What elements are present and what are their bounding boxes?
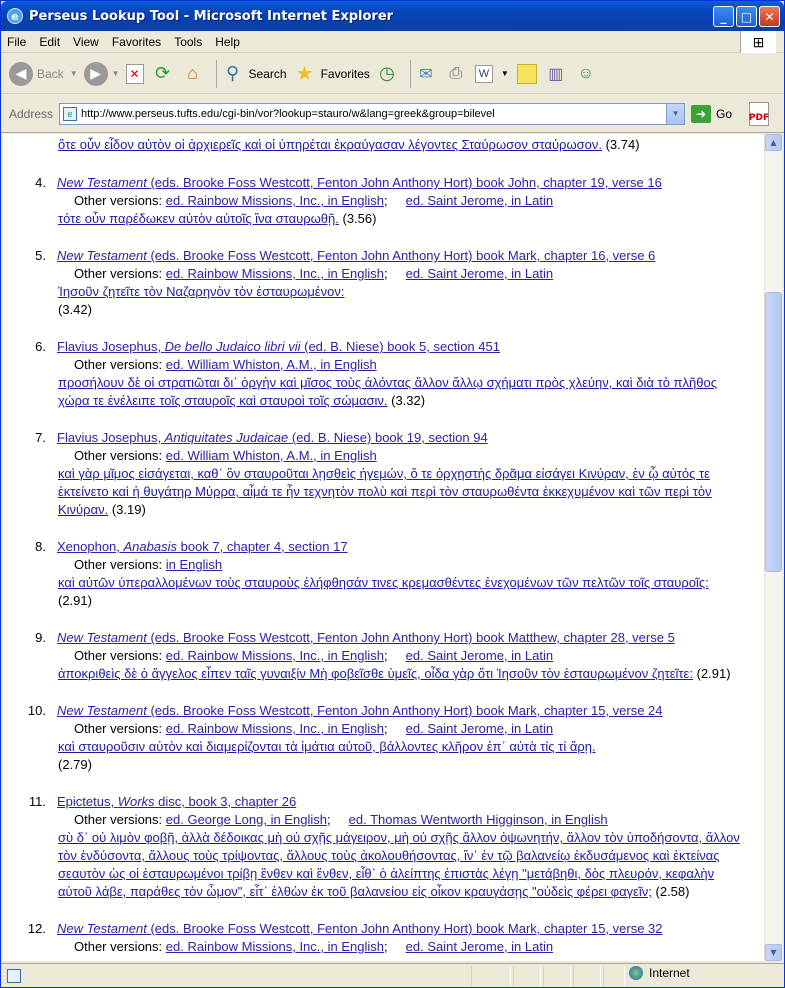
back-label: Back xyxy=(37,66,64,81)
citation-reference[interactable]: book 7, chapter 4, section 17 xyxy=(177,539,348,554)
other-versions xyxy=(74,448,377,463)
relevance-score: (3.19) xyxy=(111,502,146,517)
greek-passage-line xyxy=(58,884,689,899)
menu-bar xyxy=(1,31,784,53)
relevance-score: (2.58) xyxy=(655,884,690,899)
forward-button[interactable] xyxy=(84,62,120,86)
version-link[interactable]: ed. Saint Jerome, in Latin xyxy=(405,266,554,281)
citation-author[interactable]: Xenophon, xyxy=(57,539,124,554)
result-number: 5. xyxy=(35,248,46,263)
other-versions-label: Other versions: xyxy=(74,648,163,663)
result-citation-link[interactable] xyxy=(57,921,663,936)
greek-text[interactable]: καὶ αὐτῶν ὑπεραλλομένων τοὺς σταυροὺς ἐλήφθησάν τινες κρεμασθέντες ἐνεχομένων τῶν πελτῶν τοῖς σταυροῖς: xyxy=(58,575,709,590)
back-dropdown-icon[interactable]: ▼ xyxy=(69,69,78,78)
greek-text[interactable]: χώρα τε ἐνέλειπε τοῖς σταυροῖς καὶ σταυροὶ τοῖς σώμασιν. xyxy=(58,393,388,408)
greek-text[interactable]: σεαυτὸν ὡς οἱ ἐσταυρωμένοι τρίβῃ ἔνθεν καὶ ἔνθεν, εἶθ᾽ ὁ ἀλείπτης ἐπιστὰς λέγῃ "μετάβηθι, δὸς πλευρόν, κεφαλὴν xyxy=(58,866,715,881)
result-citation-link[interactable] xyxy=(57,794,296,809)
pdf-icon[interactable]: PDF xyxy=(744,99,774,129)
result-citation-link[interactable] xyxy=(57,703,663,718)
home-icon[interactable]: ⌂ xyxy=(187,63,198,83)
close-button[interactable]: ✕ xyxy=(759,6,780,27)
other-versions: Other versions: ed. Rainbow Missions, Inc., in English; ed. Saint Jerome, in Latin xyxy=(74,939,554,954)
edit-dropdown-icon[interactable]: ▼ xyxy=(500,69,509,78)
back-arrow-icon: ◀ xyxy=(9,62,33,86)
greek-text[interactable]: προσήλουν δὲ οἱ στρατιῶται δι᾽ ὀργὴν καὶ μῖσος τοὺς ἁλόντας ἄλλον ἄλλῳ σχήματι πρὸς χλεύην, καὶ διὰ τὸ πλῆθος xyxy=(58,375,717,390)
other-versions-label: Other versions: xyxy=(74,266,163,281)
toolbar xyxy=(1,54,784,94)
other-versions xyxy=(74,557,222,572)
relevance-score-line xyxy=(58,302,92,317)
greek-passage-line xyxy=(58,466,710,481)
forward-arrow-icon: ▶ xyxy=(84,62,108,86)
result-citation-link[interactable] xyxy=(57,539,348,554)
result-citation-link[interactable] xyxy=(57,248,655,263)
greek-passage-line xyxy=(58,284,344,299)
print-icon[interactable]: ⎙ xyxy=(449,64,463,82)
relevance-score: (2.91) xyxy=(58,593,92,608)
version-link[interactable]: ed. William Whiston, A.M., in English xyxy=(165,357,377,372)
search-icon: ⚲ xyxy=(225,63,240,83)
menu-help[interactable]: Help xyxy=(215,34,240,49)
greek-text[interactable]: τὸν ἐνδύσοντα, ἄλλους τοὺς τρίψοντας, ἄλλους τοὺς ἀκολουθήσοντας, ἵν᾽ ἐν τῷ βαλανείῳ ἐκδυσάμενος καὶ ἐκτείνας xyxy=(58,848,720,863)
result-number: 6. xyxy=(35,339,46,354)
relevance-score-line xyxy=(58,593,92,608)
version-link[interactable]: ed. Rainbow Missions, Inc., in English xyxy=(165,648,384,663)
other-versions-label: Other versions: xyxy=(74,721,163,736)
greek-text[interactable]: ἀποκριθεὶς δὲ ὁ ἄγγελος εἶπεν ταῖς γυναιξίν Μὴ φοβεῖσθε ὑμεῖς, οἶδα γὰρ ὅτι Ἰησοῦν τὸν ἐσταυρωμένον ζητεῖτε: xyxy=(58,666,693,681)
relevance-score-line xyxy=(58,757,92,772)
greek-passage-line xyxy=(58,666,731,681)
window-title: Perseus Lookup Tool - Microsoft Internet Explorer xyxy=(29,8,394,24)
address-dropdown-icon[interactable]: ▼ xyxy=(666,104,684,124)
result-citation-link[interactable] xyxy=(57,430,488,445)
favorites-label: Favorites xyxy=(320,66,370,81)
relevance-score: (3.74) xyxy=(605,137,640,152)
greek-text[interactable]: ὅτε οὖν εἶδον αὐτὸν οἱ ἀρχιερεῖς καὶ οἱ ὑπηρέται ἐκραύγασαν λέγοντες Σταύρωσον σταύρωσον. xyxy=(58,137,602,152)
result-citation-link[interactable] xyxy=(57,175,662,190)
menu-favorites[interactable]: Favorites xyxy=(111,34,162,49)
favorites-button[interactable] xyxy=(293,62,370,86)
discuss-icon[interactable] xyxy=(517,64,537,84)
maximize-button[interactable]: □ xyxy=(736,6,757,27)
greek-passage xyxy=(58,137,640,152)
version-link[interactable]: ed. Rainbow Missions, Inc., in English xyxy=(165,193,384,208)
version-link[interactable]: ed. Saint Jerome, in Latin xyxy=(405,721,554,736)
relevance-score: (3.56) xyxy=(342,211,377,226)
citation-author[interactable]: New Testament xyxy=(57,630,147,645)
scroll-up-icon[interactable]: ▲ xyxy=(765,134,782,151)
scroll-thumb[interactable] xyxy=(765,292,782,572)
research-icon[interactable]: ▥ xyxy=(548,65,564,83)
other-versions xyxy=(74,357,377,372)
version-link[interactable]: ed. George Long, in English xyxy=(165,812,327,827)
other-versions-label: Other versions: xyxy=(74,939,163,954)
greek-text[interactable]: σὺ δ᾽ οὐ λιμὸν φοβῇ, ἀλλὰ δέδοικας μὴ οὐ σχῇς μάγειρον, μὴ οὐ σχῇς ἄλλον ὀψωνητήν, ἄλλον τὸν ὑποδήσοντα, ἄλλον xyxy=(58,830,740,845)
citation-author[interactable]: Epictetus, xyxy=(57,794,118,809)
version-link[interactable]: ed. Thomas Wentworth Higginson, in English xyxy=(348,812,608,827)
greek-passage-line xyxy=(58,866,714,881)
menu-file[interactable]: File xyxy=(7,34,27,49)
greek-text[interactable]: ἐκτείνετο καὶ ἡ θυγάτηρ Μύρρα, αἷμά τε ἦν τεχνητὸν πολὺ καὶ περὶ τὸν σταυρωθέντα ἐκκεχυμένον καὶ τῶν περὶ τὸν xyxy=(58,484,712,499)
version-link[interactable]: ed. Saint Jerome, in Latin xyxy=(405,939,554,954)
citation-author[interactable]: New Testament xyxy=(57,248,147,263)
citation-reference[interactable]: (eds. Brooke Foss Westcott, Fenton John Anthony Hort) book Mark, chapter 15, verse 24 xyxy=(146,703,663,718)
result-citation-link[interactable] xyxy=(57,339,500,354)
version-link[interactable]: ed. Saint Jerome, in Latin xyxy=(405,193,554,208)
ie-logo-icon: e xyxy=(7,8,23,24)
other-versions-label: Other versions: xyxy=(74,448,163,463)
citation-reference[interactable]: (ed. B. Niese) book 19, section 94 xyxy=(288,430,488,445)
greek-passage-line xyxy=(58,739,596,754)
other-versions-label: Other versions: xyxy=(74,557,163,572)
status-bar xyxy=(1,963,784,987)
result-number: 8. xyxy=(35,539,46,554)
search-label: Search xyxy=(248,66,287,81)
go-label: Go xyxy=(716,106,733,121)
greek-passage-line xyxy=(58,375,717,390)
other-versions: Other versions: ed. George Long, in English; ed. Thomas Wentworth Higginson, in English xyxy=(74,812,608,827)
star-icon: ★ xyxy=(295,63,314,85)
go-button[interactable] xyxy=(691,105,732,123)
citation-author[interactable]: Flavius Josephus, xyxy=(57,339,165,354)
greek-text[interactable]: τότε οὖν παρέδωκεν αὐτὸν αὐτοῖς ἵνα σταυρωθῇ. xyxy=(58,211,339,226)
mail-icon[interactable]: ✉ xyxy=(419,65,433,83)
result-citation-link[interactable] xyxy=(57,630,675,645)
address-url: http://www.perseus.tufts.edu/cgi-bin/vor?lookup=stauro/w&lang=greek&group=bilevel xyxy=(81,107,495,120)
citation-work[interactable]: De bello Judaico libri vii xyxy=(164,339,301,354)
page-icon: e xyxy=(63,107,77,121)
version-link[interactable]: ed. Rainbow Missions, Inc., in English xyxy=(165,266,384,281)
citation-reference[interactable]: (eds. Brooke Foss Westcott, Fenton John Anthony Hort) book Mark, chapter 15, verse 32 xyxy=(146,921,663,936)
citation-reference[interactable]: (eds. Brooke Foss Westcott, Fenton John Anthony Hort) book John, chapter 19, verse 16 xyxy=(146,175,662,190)
security-zone xyxy=(629,966,690,980)
greek-text[interactable]: καὶ σταυροῦσιν αὐτὸν καὶ διαμερίζονται τὰ ἱμάτια αὐτοῦ, βάλλοντες κλῆρον ἐπ᾽ αὐτὰ τίς τί ἄρῃ. xyxy=(58,739,596,754)
version-link[interactable]: ed. William Whiston, A.M., in English xyxy=(165,448,377,463)
address-input[interactable] xyxy=(59,103,685,125)
citation-work[interactable]: Anabasis xyxy=(123,539,177,554)
citation-author[interactable]: New Testament xyxy=(57,703,147,718)
greek-passage-line xyxy=(58,575,709,590)
toolbar-separator xyxy=(410,60,411,88)
relevance-score: (3.32) xyxy=(391,393,426,408)
status-page-icon xyxy=(7,969,21,983)
edit-word-icon[interactable]: W xyxy=(475,65,493,83)
scroll-down-icon[interactable]: ▼ xyxy=(765,944,782,961)
windows-logo-icon: ⊞ xyxy=(740,31,776,53)
go-arrow-icon: ➜ xyxy=(691,105,711,123)
toolbar-separator xyxy=(216,60,217,88)
messenger-icon[interactable]: ☺ xyxy=(577,64,595,82)
greek-text[interactable]: αὐτοῦ λάβε, παράθες τὸν ὦμον", εἶτ᾽ ἐλθὼν ἐκ τοῦ βαλανείου εἰς οἶκον κραυγάσῃς "οὐδεὶς φέρει φαγεῖν; xyxy=(58,884,652,899)
citation-reference[interactable]: (eds. Brooke Foss Westcott, Fenton John Anthony Hort) book Mark, chapter 16, verse 6 xyxy=(146,248,656,263)
other-versions-label: Other versions: xyxy=(74,357,163,372)
vertical-scrollbar[interactable] xyxy=(764,134,782,961)
other-versions: Other versions: ed. Rainbow Missions, Inc., in English; ed. Saint Jerome, in Latin xyxy=(74,266,554,281)
globe-icon xyxy=(629,966,643,980)
relevance-score: (2.79) xyxy=(58,757,92,772)
greek-text[interactable]: Κινύραν. xyxy=(58,502,109,517)
result-number: 11. xyxy=(28,794,46,809)
refresh-icon[interactable]: ⟳ xyxy=(154,63,171,83)
other-versions: Other versions: ed. Rainbow Missions, Inc., in English; ed. Saint Jerome, in Latin xyxy=(74,721,554,736)
result-number: 9. xyxy=(35,630,46,645)
citation-reference[interactable]: (ed. B. Niese) book 5, section 451 xyxy=(300,339,500,354)
other-versions-label: Other versions: xyxy=(74,193,163,208)
citation-author[interactable]: New Testament xyxy=(57,921,147,936)
citation-work[interactable]: Antiquitates Judaicae xyxy=(164,430,289,445)
menu-tools[interactable]: Tools xyxy=(174,34,203,49)
page-content xyxy=(3,134,764,961)
greek-passage-line xyxy=(58,393,425,408)
citation-author[interactable]: Flavius Josephus, xyxy=(57,430,165,445)
address-label: Address xyxy=(9,106,54,121)
citation-reference[interactable]: (eds. Brooke Foss Westcott, Fenton John Anthony Hort) book Matthew, chapter 28, verse 5 xyxy=(146,630,675,645)
relevance-score: (3.42) xyxy=(58,302,92,317)
result-number: 12. xyxy=(27,921,46,936)
title-bar xyxy=(1,1,784,31)
greek-passage-line xyxy=(58,848,720,863)
search-button[interactable] xyxy=(221,62,287,86)
citation-reference[interactable]: disc, book 3, chapter 26 xyxy=(154,794,297,809)
back-button[interactable] xyxy=(9,62,78,86)
minimize-button[interactable]: _ xyxy=(713,6,734,27)
menu-view[interactable]: View xyxy=(73,34,99,49)
result-number: 10. xyxy=(27,703,46,718)
relevance-score: (2.91) xyxy=(696,666,731,681)
citation-author[interactable]: New Testament xyxy=(57,175,147,190)
greek-passage-line xyxy=(58,502,146,517)
citation-work[interactable]: Works xyxy=(117,794,155,809)
other-versions: Other versions: ed. Rainbow Missions, Inc., in English; ed. Saint Jerome, in Latin xyxy=(74,648,554,663)
other-versions-label: Other versions: xyxy=(74,812,163,827)
greek-text[interactable]: καὶ γὰρ μῖμος εἰσάγεται, καθ᾽ ὃν σταυροῦται λῃσθεὶς ἡγεμών, ὅ τε ὀρχηστὴς δρᾶμα εἰσάγει Κινύραν, ἐν ᾧ αὐτός τε xyxy=(58,466,710,481)
result-number: 4. xyxy=(35,175,46,190)
version-link[interactable]: in English xyxy=(165,557,223,572)
result-number: 7. xyxy=(35,430,46,445)
stop-icon[interactable]: ✕ xyxy=(126,64,144,84)
greek-passage-line xyxy=(58,484,712,499)
greek-passage-line xyxy=(58,830,740,845)
greek-passage-line xyxy=(58,211,376,226)
version-link[interactable]: ed. Rainbow Missions, Inc., in English xyxy=(165,721,384,736)
zone-label: Internet xyxy=(649,966,690,980)
history-icon[interactable]: ◷ xyxy=(379,63,395,83)
greek-text[interactable]: Ἰησοῦν ζητεῖτε τὸν Ναζαρηνὸν τὸν ἐσταυρωμένον: xyxy=(58,284,345,299)
forward-dropdown-icon[interactable]: ▼ xyxy=(111,69,120,78)
version-link[interactable]: ed. Saint Jerome, in Latin xyxy=(405,648,554,663)
address-bar xyxy=(1,95,784,133)
version-link[interactable]: ed. Rainbow Missions, Inc., in English xyxy=(165,939,384,954)
other-versions: Other versions: ed. Rainbow Missions, Inc., in English; ed. Saint Jerome, in Latin xyxy=(74,193,554,208)
menu-edit[interactable]: Edit xyxy=(39,34,61,49)
